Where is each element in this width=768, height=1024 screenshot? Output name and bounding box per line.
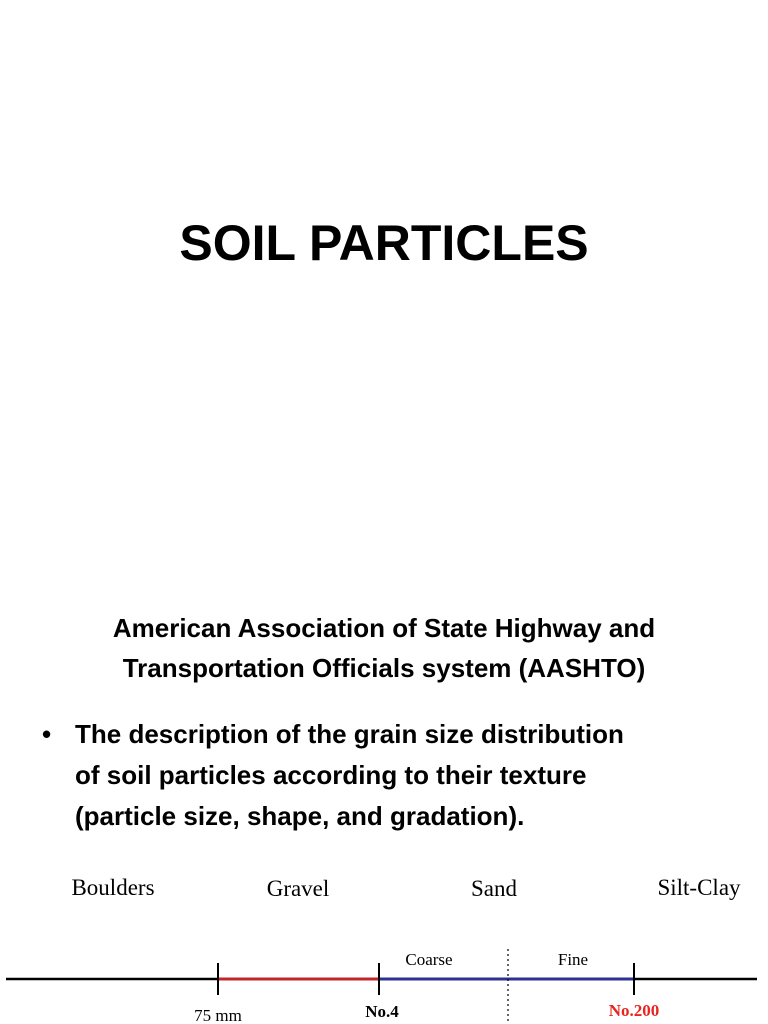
bullet-line-2: of soil particles according to their texture [75,760,587,790]
tick-label-75mm: 75 mm [194,1006,242,1024]
bullet-list [40,714,740,837]
section-heading [40,608,728,688]
tick-label-no4: No.4 [365,1002,399,1021]
label-silt-clay: Silt-Clay [657,875,741,900]
scale-diagram [0,852,768,1024]
bullet-line-1: The description of the grain size distribution [75,719,624,749]
tick-label-no200: No.200 [608,1001,660,1020]
label-fine: Fine [557,950,589,969]
bullet-item [40,714,740,837]
bullet-line-3: (particle size, shape, and gradation). [75,801,525,831]
label-gravel: Gravel [266,876,330,901]
label-sand: Sand [471,876,517,901]
grain-size-scale [0,852,768,1024]
label-coarse: Coarse [405,950,453,969]
page-title: SOIL PARTICLES [179,215,589,271]
slide-aashto [0,512,768,1024]
bullet-dot-icon: • [42,719,52,749]
label-boulders: Boulders [71,875,155,900]
heading-line-1: American Association of State Highway and [112,613,656,643]
heading-line-2: Transportation Officials system (AASHTO) [122,653,646,683]
